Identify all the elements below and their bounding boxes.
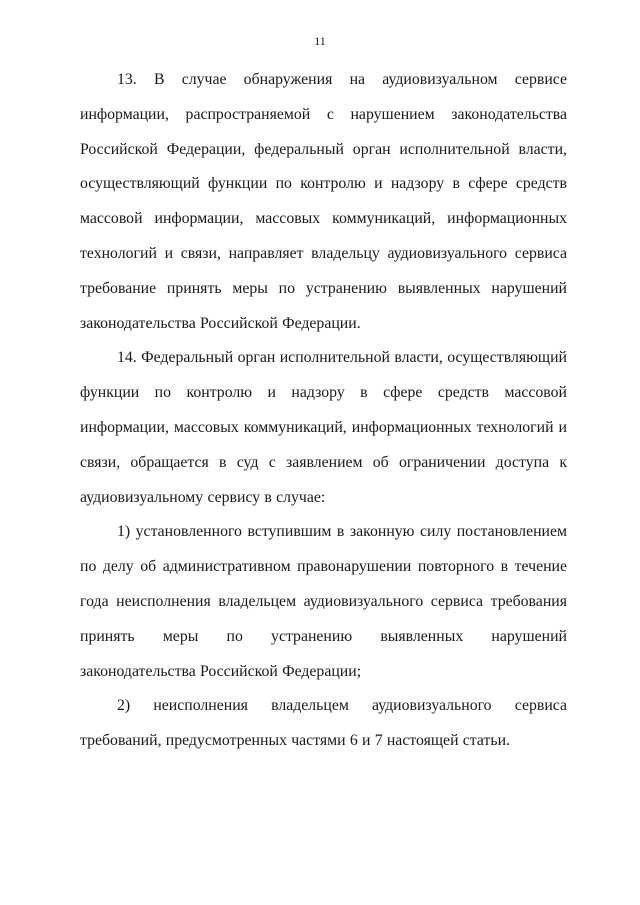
paragraph-14: 14. Федеральный орган исполнительной власти, осуществляющий функции по контролю и надзору в сфере средств массовой информации, массовых коммуникаций, информационных технологий и связи, обращается в суд с заявлением об ограничении доступа к аудиовизуальному сервису в случае: [80, 349, 567, 506]
paragraph-14-item-1: 1) установленного вступившим в законную силу постановлением по делу об административном правонарушении повторного в течение года неисполнения владельцем аудиовизуального сервиса требования принять меры по устранению выявленных нарушений законодательства Российской Федерации; [80, 523, 567, 680]
document-body [80, 63, 567, 759]
page-number: 11 [314, 34, 326, 48]
paragraph-13: 13. В случае обнаружения на аудиовизуальном сервисе информации, распространяемой с нарушением законодательства Российской Федерации, федеральный орган исполнительной власти, осуществляющий функции по контролю и надзору в сфере средств массовой информации, массовых коммуникаций, информационных технологий и связи, направляет владельцу аудиовизуального сервиса требование принять меры по устранению выявленных нарушений законодательства Российской Федерации. [80, 71, 567, 332]
paragraph-14-item-2: 2) неисполнения владельцем аудиовизуального сервиса требований, предусмотренных частями 6 и 7 настоящей статьи. [80, 697, 567, 750]
